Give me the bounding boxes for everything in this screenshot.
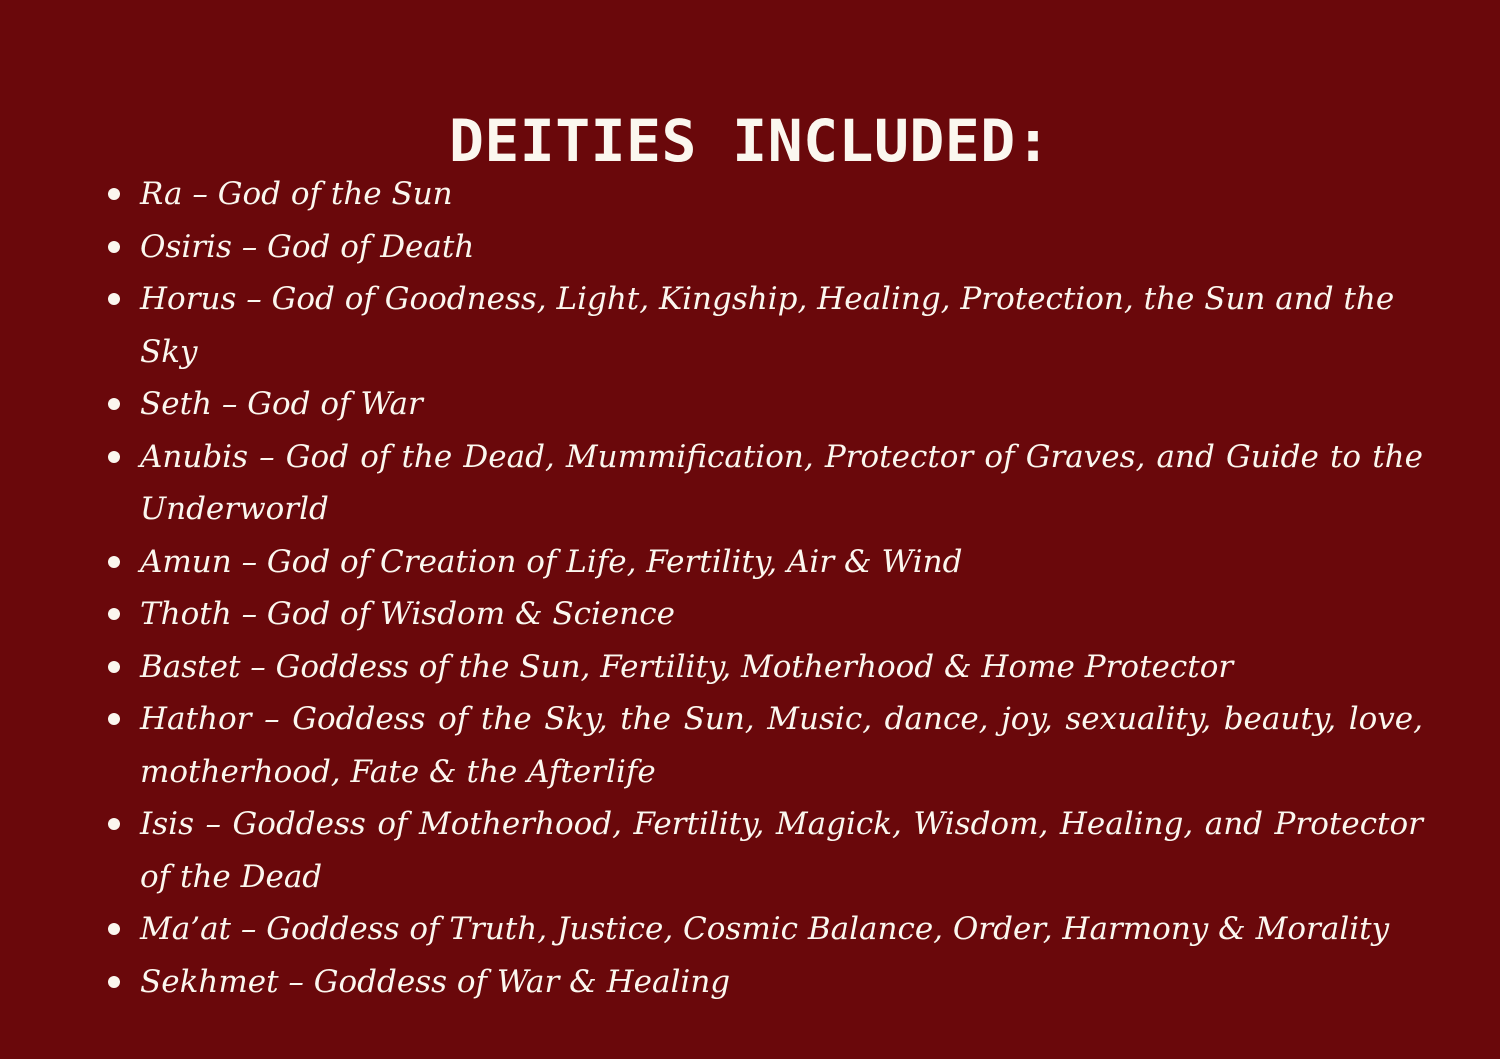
deity-text: Thoth – God of Wisdom & Science: [140, 596, 675, 632]
list-item-sekhmet: [140, 956, 1423, 1009]
deity-text: Seth – God of War: [140, 386, 423, 422]
deity-list: [140, 168, 1423, 1008]
list-item-ra: [140, 168, 1423, 221]
bullet-icon: [108, 398, 120, 410]
deity-text: Osiris – God of Death: [140, 228, 475, 265]
list-item-isis: [140, 798, 1423, 903]
deity-text: Isis – Goddess of Motherhood, Fertility, Magick, Wisdom, Healing, and Protector of the Dead: [140, 806, 1423, 895]
list-item-anubis: [140, 431, 1423, 536]
deity-text: Horus – God of Goodness, Light, Kingship, Healing, Protection, the Sun and the Sky: [140, 281, 1395, 370]
list-item-thoth: [140, 588, 1423, 641]
deity-text: Amun – God of Creation of Life, Fertility, Air & Wind: [140, 543, 963, 580]
bullet-icon: [108, 713, 120, 725]
list-item-osiris: [140, 221, 1423, 274]
deity-text: Sekhmet – Goddess of War & Healing: [140, 963, 731, 1000]
bullet-icon: [108, 556, 120, 568]
bullet-icon: [108, 241, 120, 253]
list-item-maat: [140, 903, 1423, 956]
deity-text: Ra – God of the Sun: [140, 176, 453, 212]
list-item-amun: [140, 536, 1423, 589]
bullet-icon: [108, 661, 120, 673]
bullet-icon: [108, 923, 120, 935]
deity-text: Ma’at – Goddess of Truth, Justice, Cosmic Balance, Order, Harmony & Morality: [140, 911, 1390, 947]
deity-text: Bastet – Goddess of the Sun, Fertility, Motherhood & Home Protector: [140, 648, 1234, 685]
bullet-icon: [108, 293, 120, 305]
bullet-icon: [108, 818, 120, 830]
bullet-icon: [108, 608, 120, 620]
deity-text: Anubis – God of the Dead, Mummification, Protector of Graves, and Guide to the Underworld: [140, 438, 1423, 527]
page-title: DEITIES INCLUDED:: [448, 106, 1052, 175]
bullet-icon: [108, 976, 120, 988]
list-item-seth: [140, 378, 1423, 431]
deity-text: Hathor – Goddess of the Sky, the Sun, Music, dance, joy, sexuality, beauty, love, motherhood, Fate & the Afterlife: [140, 701, 1423, 790]
list-item-bastet: [140, 641, 1423, 694]
bullet-icon: [108, 451, 120, 463]
bullet-icon: [108, 188, 120, 200]
list-item-horus: [140, 273, 1423, 378]
list-item-hathor: [140, 693, 1423, 798]
